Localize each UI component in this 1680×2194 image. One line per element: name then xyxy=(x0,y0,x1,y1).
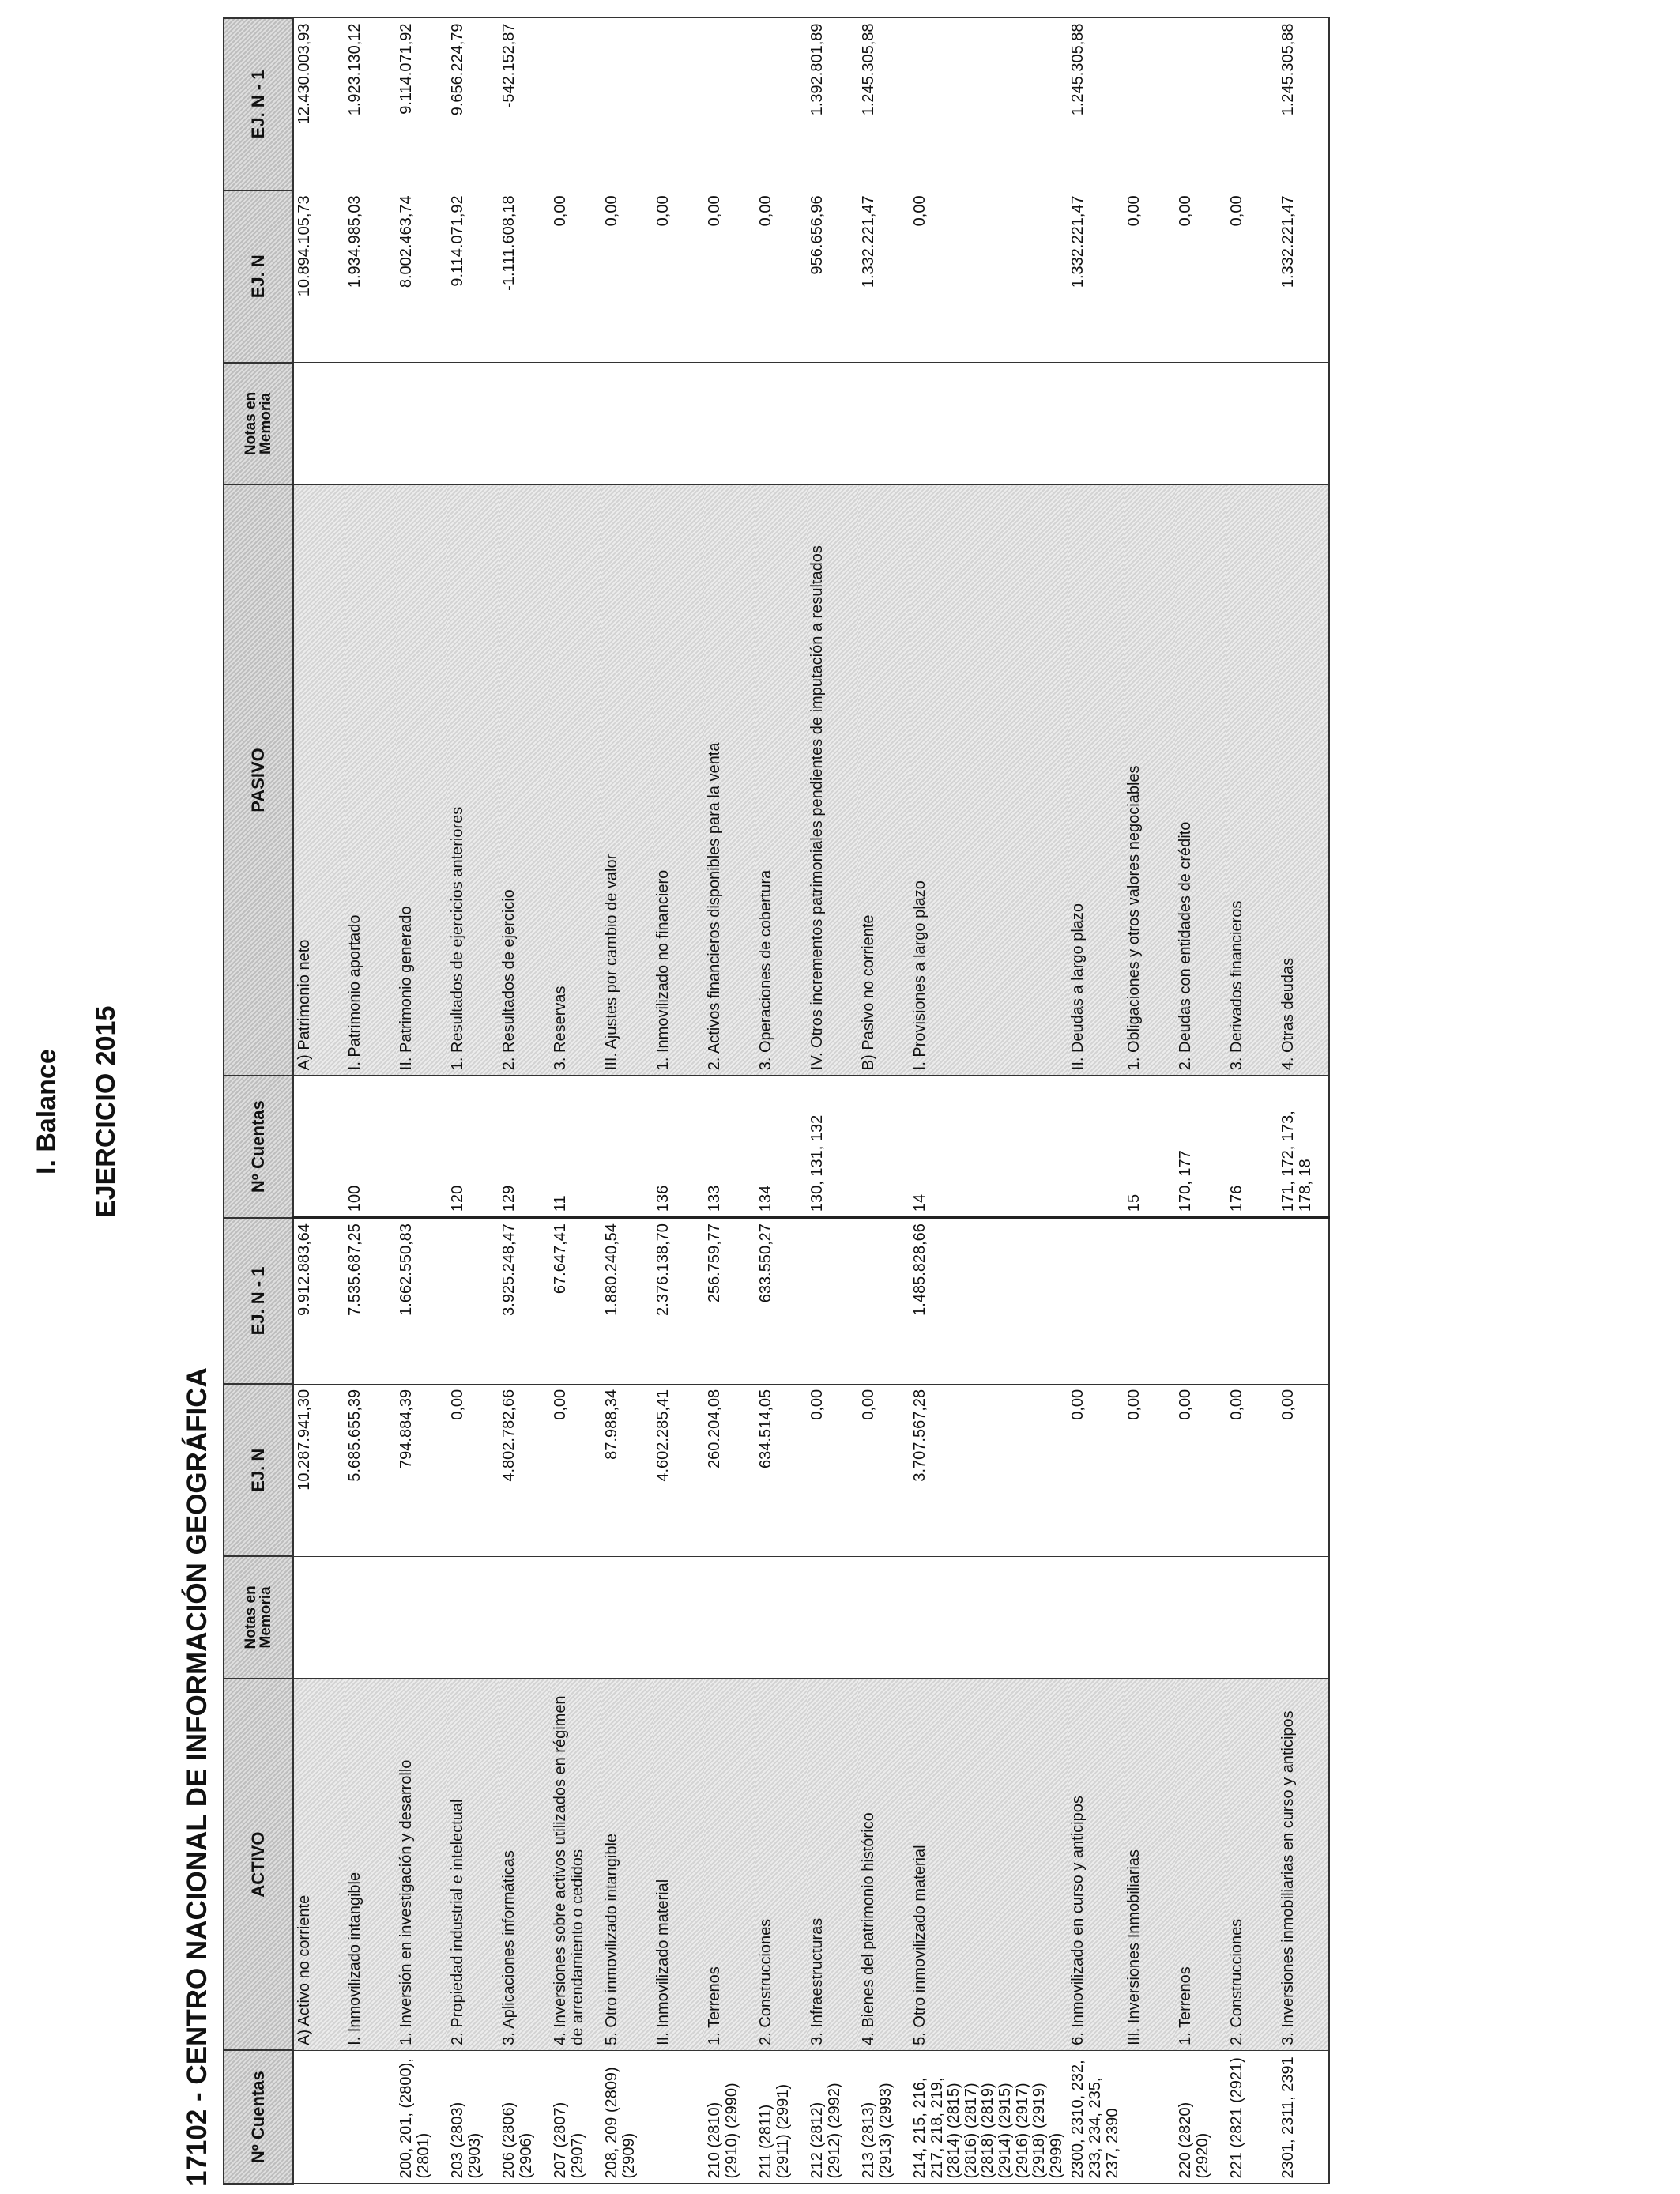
pasivo-accounts: 120 xyxy=(447,1076,499,1218)
activo-label: 5. Otro inmovilizado material xyxy=(910,1679,1068,2051)
pasivo-label: I. Patrimonio aportado xyxy=(345,484,396,1076)
pasivo-year-n: 10.894.105,73 xyxy=(293,190,345,363)
pasivo-accounts: 170, 177 xyxy=(1175,1076,1226,1218)
pasivo-accounts xyxy=(601,1076,653,1218)
activo-year-n1: 9.912.883,64 xyxy=(293,1218,345,1385)
pasivo-notes xyxy=(1226,363,1278,485)
balance-table xyxy=(223,17,1330,2185)
activo-label: 1. Terrenos xyxy=(704,1679,755,2051)
activo-year-n: 3.707.567,28 xyxy=(910,1384,1068,1556)
activo-year-n1: 1.880.240,54 xyxy=(601,1218,653,1385)
pasivo-accounts: 171, 172, 173, 178, 18 xyxy=(1278,1076,1329,1218)
activo-year-n1 xyxy=(1124,1218,1175,1385)
activo-year-n: 0,00 xyxy=(807,1384,858,1556)
activo-year-n: 634.514,05 xyxy=(755,1384,807,1556)
table-row xyxy=(499,18,550,2184)
pasivo-label: 2. Resultados de ejercicio xyxy=(499,484,550,1076)
activo-year-n1 xyxy=(447,1218,499,1385)
table-header-row xyxy=(224,18,293,2184)
activo-year-n: 0,00 xyxy=(1175,1384,1226,1556)
pasivo-year-n: 8.002.463,74 xyxy=(396,190,447,363)
activo-accounts xyxy=(653,2050,704,2184)
header-pasivo-accounts: Nº Cuentas xyxy=(224,1076,293,1218)
pasivo-year-n1: 12.430.003,93 xyxy=(293,18,345,190)
pasivo-label: I. Provisiones a largo plazo xyxy=(910,484,1068,1076)
activo-label: III. Inversiones Inmobiliarias xyxy=(1124,1679,1175,2051)
activo-year-n1: 67.647,41 xyxy=(550,1218,601,1385)
activo-accounts: 213 (2813) (2913) (2993) xyxy=(858,2050,910,2184)
pasivo-year-n: 0,00 xyxy=(601,190,653,363)
pasivo-accounts: 133 xyxy=(704,1076,755,1218)
activo-accounts: 207 (2807) (2907) xyxy=(550,2050,601,2184)
organization-name: 17102 - CENTRO NACIONAL DE INFORMACIÓN GEOGRÁFICA xyxy=(182,1367,213,2186)
pasivo-year-n: 1.332.221,47 xyxy=(1068,190,1124,363)
activo-year-n1: 7.535.687,25 xyxy=(345,1218,396,1385)
pasivo-year-n: 0,00 xyxy=(704,190,755,363)
activo-accounts: 2301, 2311, 2391 xyxy=(1278,2050,1329,2184)
activo-year-n: 5.685.655,39 xyxy=(345,1384,396,1556)
pasivo-accounts: 11 xyxy=(550,1076,601,1218)
header-activo-notes: Notas en Memoria xyxy=(224,1556,293,1679)
activo-year-n: 0,00 xyxy=(550,1384,601,1556)
activo-year-n: 0,00 xyxy=(1068,1384,1124,1556)
activo-label: 2. Propiedad industrial e intelectual xyxy=(447,1679,499,2051)
activo-label: 1. Inversión en investigación y desarrollo xyxy=(396,1679,447,2051)
activo-accounts xyxy=(345,2050,396,2184)
activo-label: 2. Construcciones xyxy=(1226,1679,1278,2051)
pasivo-notes xyxy=(293,363,345,485)
activo-year-n: 87.988,34 xyxy=(601,1384,653,1556)
header-activo-accounts: Nº Cuentas xyxy=(224,2050,293,2184)
pasivo-notes xyxy=(910,363,1068,485)
activo-accounts: 211 (2811) (2911) (2991) xyxy=(755,2050,807,2184)
table-row xyxy=(1175,18,1226,2184)
pasivo-year-n1 xyxy=(1124,18,1175,190)
activo-notes xyxy=(601,1556,653,1679)
activo-notes xyxy=(653,1556,704,1679)
table-row xyxy=(910,18,1068,2184)
pasivo-label: B) Pasivo no corriente xyxy=(858,484,910,1076)
activo-notes xyxy=(345,1556,396,1679)
table-row xyxy=(601,18,653,2184)
activo-notes xyxy=(1175,1556,1226,1679)
pasivo-year-n1 xyxy=(601,18,653,190)
header-pasivo-year-n1: EJ. N - 1 xyxy=(224,18,293,190)
pasivo-label: 3. Operaciones de cobertura xyxy=(755,484,807,1076)
activo-accounts: 203 (2803) (2903) xyxy=(447,2050,499,2184)
activo-accounts: 214, 215, 216, 217, 218, 219, (2814) (2815) (2816) (2817) (2818) (2819) (2914) (2915) (2916) (2917) (2918) (2919) (2999) xyxy=(910,2050,1068,2184)
activo-label: 3. Infraestructuras xyxy=(807,1679,858,2051)
activo-year-n: 0,00 xyxy=(858,1384,910,1556)
activo-notes xyxy=(755,1556,807,1679)
pasivo-year-n1 xyxy=(653,18,704,190)
pasivo-accounts: 134 xyxy=(755,1076,807,1218)
table-row xyxy=(550,18,601,2184)
pasivo-label: II. Deudas a largo plazo xyxy=(1068,484,1124,1076)
activo-year-n: 0,00 xyxy=(1226,1384,1278,1556)
activo-label: 1. Terrenos xyxy=(1175,1679,1226,2051)
activo-notes xyxy=(1124,1556,1175,1679)
activo-year-n: 4.802.782,66 xyxy=(499,1384,550,1556)
pasivo-notes xyxy=(396,363,447,485)
activo-year-n: 10.287.941,30 xyxy=(293,1384,345,1556)
pasivo-label: 3. Reservas xyxy=(550,484,601,1076)
pasivo-accounts xyxy=(396,1076,447,1218)
pasivo-notes xyxy=(345,363,396,485)
pasivo-year-n1 xyxy=(910,18,1068,190)
pasivo-year-n: 0,00 xyxy=(910,190,1068,363)
header-activo-year-n1: EJ. N - 1 xyxy=(224,1218,293,1385)
pasivo-label: II. Patrimonio generado xyxy=(396,484,447,1076)
pasivo-year-n: 9.114.071,92 xyxy=(447,190,499,363)
pasivo-notes xyxy=(807,363,858,485)
pasivo-year-n1 xyxy=(1226,18,1278,190)
activo-notes xyxy=(1226,1556,1278,1679)
pasivo-notes xyxy=(550,363,601,485)
pasivo-accounts: 136 xyxy=(653,1076,704,1218)
pasivo-year-n: 1.332.221,47 xyxy=(1278,190,1329,363)
pasivo-accounts xyxy=(1068,1076,1124,1218)
activo-year-n1 xyxy=(1226,1218,1278,1385)
activo-year-n1: 2.376.138,70 xyxy=(653,1218,704,1385)
activo-accounts: 2300, 2310, 232, 233, 234, 235, 237, 2390 xyxy=(1068,2050,1124,2184)
pasivo-year-n1 xyxy=(755,18,807,190)
pasivo-year-n1: 1.923.130,12 xyxy=(345,18,396,190)
activo-label: I. Inmovilizado intangible xyxy=(345,1679,396,2051)
pasivo-accounts xyxy=(858,1076,910,1218)
table-row xyxy=(755,18,807,2184)
activo-notes xyxy=(807,1556,858,1679)
activo-accounts: 208, 209 (2809) (2909) xyxy=(601,2050,653,2184)
pasivo-label: 1. Obligaciones y otros valores negociables xyxy=(1124,484,1175,1076)
page-title: I. Balance xyxy=(32,1049,62,1174)
activo-year-n1: 256.759,77 xyxy=(704,1218,755,1385)
activo-year-n: 794.884,39 xyxy=(396,1384,447,1556)
pasivo-year-n1: 9.114.071,92 xyxy=(396,18,447,190)
header-activo: ACTIVO xyxy=(224,1679,293,2051)
activo-year-n1 xyxy=(807,1218,858,1385)
balance-rows xyxy=(293,18,1329,2184)
activo-notes xyxy=(396,1556,447,1679)
pasivo-accounts: 15 xyxy=(1124,1076,1175,1218)
activo-year-n1: 633.550,27 xyxy=(755,1218,807,1385)
pasivo-year-n1: 1.245.305,88 xyxy=(1068,18,1124,190)
header-pasivo-notes: Notas en Memoria xyxy=(224,363,293,485)
pasivo-year-n: 1.934.985,03 xyxy=(345,190,396,363)
pasivo-notes xyxy=(447,363,499,485)
activo-year-n1: 1.485.828,66 xyxy=(910,1218,1068,1385)
pasivo-accounts xyxy=(293,1076,345,1218)
pasivo-label: 1. Resultados de ejercicios anteriores xyxy=(447,484,499,1076)
activo-label: 3. Inversiones inmobiliarias en curso y anticipos xyxy=(1278,1679,1329,2051)
pasivo-year-n1 xyxy=(1175,18,1226,190)
activo-accounts xyxy=(1124,2050,1175,2184)
table-row xyxy=(447,18,499,2184)
pasivo-year-n: 0,00 xyxy=(1175,190,1226,363)
pasivo-year-n: 1.332.221,47 xyxy=(858,190,910,363)
activo-year-n1: 3.925.248,47 xyxy=(499,1218,550,1385)
activo-year-n1 xyxy=(1278,1218,1329,1385)
table-row xyxy=(1278,18,1329,2184)
pasivo-accounts: 129 xyxy=(499,1076,550,1218)
table-row xyxy=(396,18,447,2184)
pasivo-year-n1 xyxy=(704,18,755,190)
activo-notes xyxy=(293,1556,345,1679)
activo-accounts: 212 (2812) (2912) (2992) xyxy=(807,2050,858,2184)
activo-notes xyxy=(858,1556,910,1679)
pasivo-notes xyxy=(1175,363,1226,485)
activo-notes xyxy=(1068,1556,1124,1679)
activo-label: 4. Inversiones sobre activos utilizados en régimen de arrendamiento o cedidos xyxy=(550,1679,601,2051)
table-row xyxy=(293,18,345,2184)
pasivo-label: III. Ajustes por cambio de valor xyxy=(601,484,653,1076)
pasivo-notes xyxy=(755,363,807,485)
pasivo-label: 4. Otras deudas xyxy=(1278,484,1329,1076)
pasivo-year-n1: 1.245.305,88 xyxy=(858,18,910,190)
pasivo-year-n1 xyxy=(550,18,601,190)
activo-accounts: 220 (2820) (2920) xyxy=(1175,2050,1226,2184)
activo-notes xyxy=(704,1556,755,1679)
pasivo-label: 3. Derivados financieros xyxy=(1226,484,1278,1076)
pasivo-label: 1. Inmovilizado no financiero xyxy=(653,484,704,1076)
table-row xyxy=(858,18,910,2184)
activo-label: 3. Aplicaciones informáticas xyxy=(499,1679,550,2051)
activo-notes xyxy=(910,1556,1068,1679)
pasivo-notes xyxy=(1278,363,1329,485)
pasivo-notes xyxy=(1124,363,1175,485)
pasivo-notes xyxy=(499,363,550,485)
activo-accounts: 200, 201, (2800), (2801) xyxy=(396,2050,447,2184)
table-row xyxy=(807,18,858,2184)
pasivo-accounts: 100 xyxy=(345,1076,396,1218)
activo-label: 5. Otro inmovilizado intangible xyxy=(601,1679,653,2051)
activo-label: A) Activo no corriente xyxy=(293,1679,345,2051)
activo-accounts: 206 (2806) (2906) xyxy=(499,2050,550,2184)
pasivo-accounts: 130, 131, 132 xyxy=(807,1076,858,1218)
pasivo-accounts: 176 xyxy=(1226,1076,1278,1218)
activo-accounts: 210 (2810) (2910) (2990) xyxy=(704,2050,755,2184)
activo-year-n: 4.602.285,41 xyxy=(653,1384,704,1556)
activo-notes xyxy=(550,1556,601,1679)
pasivo-notes xyxy=(1068,363,1124,485)
activo-year-n1 xyxy=(1068,1218,1124,1385)
activo-notes xyxy=(447,1556,499,1679)
pasivo-label: 2. Deudas con entidades de crédito xyxy=(1175,484,1226,1076)
header-pasivo-year-n: EJ. N xyxy=(224,190,293,363)
header-pasivo: PASIVO xyxy=(224,484,293,1076)
table-row xyxy=(1226,18,1278,2184)
activo-year-n: 0,00 xyxy=(1124,1384,1175,1556)
pasivo-label: IV. Otros incrementos patrimoniales pendientes de imputación a resultados xyxy=(807,484,858,1076)
pasivo-notes xyxy=(601,363,653,485)
activo-label: 2. Construcciones xyxy=(755,1679,807,2051)
pasivo-notes xyxy=(653,363,704,485)
table-row xyxy=(704,18,755,2184)
table-row xyxy=(1124,18,1175,2184)
pasivo-notes xyxy=(704,363,755,485)
activo-label: 6. Inmovilizado en curso y anticipos xyxy=(1068,1679,1124,2051)
activo-year-n1: 1.662.550,83 xyxy=(396,1218,447,1385)
pasivo-year-n1: 1.392.801,89 xyxy=(807,18,858,190)
table-row xyxy=(1068,18,1124,2184)
activo-label: II. Inmovilizado material xyxy=(653,1679,704,2051)
activo-notes xyxy=(1278,1556,1329,1679)
pasivo-label: 2. Activos financieros disponibles para la venta xyxy=(704,484,755,1076)
activo-year-n: 0,00 xyxy=(1278,1384,1329,1556)
header-activo-year-n: EJ. N xyxy=(224,1384,293,1556)
pasivo-year-n1: -542.152,87 xyxy=(499,18,550,190)
pasivo-year-n: 956.656,96 xyxy=(807,190,858,363)
pasivo-year-n: -1.111.608,18 xyxy=(499,190,550,363)
activo-accounts: 221 (2821 (2921) xyxy=(1226,2050,1278,2184)
activo-label: 4. Bienes del patrimonio histórico xyxy=(858,1679,910,2051)
table-row xyxy=(653,18,704,2184)
pasivo-year-n: 0,00 xyxy=(550,190,601,363)
pasivo-year-n: 0,00 xyxy=(1226,190,1278,363)
pasivo-notes xyxy=(858,363,910,485)
pasivo-year-n: 0,00 xyxy=(1124,190,1175,363)
pasivo-year-n1: 9.656.224,79 xyxy=(447,18,499,190)
pasivo-year-n1: 1.245.305,88 xyxy=(1278,18,1329,190)
pasivo-year-n: 0,00 xyxy=(653,190,704,363)
activo-notes xyxy=(499,1556,550,1679)
activo-year-n: 0,00 xyxy=(447,1384,499,1556)
activo-year-n: 260.204,08 xyxy=(704,1384,755,1556)
exercise-year: EJERCICIO 2015 xyxy=(91,1005,121,1218)
activo-accounts xyxy=(293,2050,345,2184)
pasivo-accounts: 14 xyxy=(910,1076,1068,1218)
pasivo-year-n: 0,00 xyxy=(755,190,807,363)
table-row xyxy=(345,18,396,2184)
activo-year-n1 xyxy=(858,1218,910,1385)
pasivo-label: A) Patrimonio neto xyxy=(293,484,345,1076)
activo-year-n1 xyxy=(1175,1218,1226,1385)
